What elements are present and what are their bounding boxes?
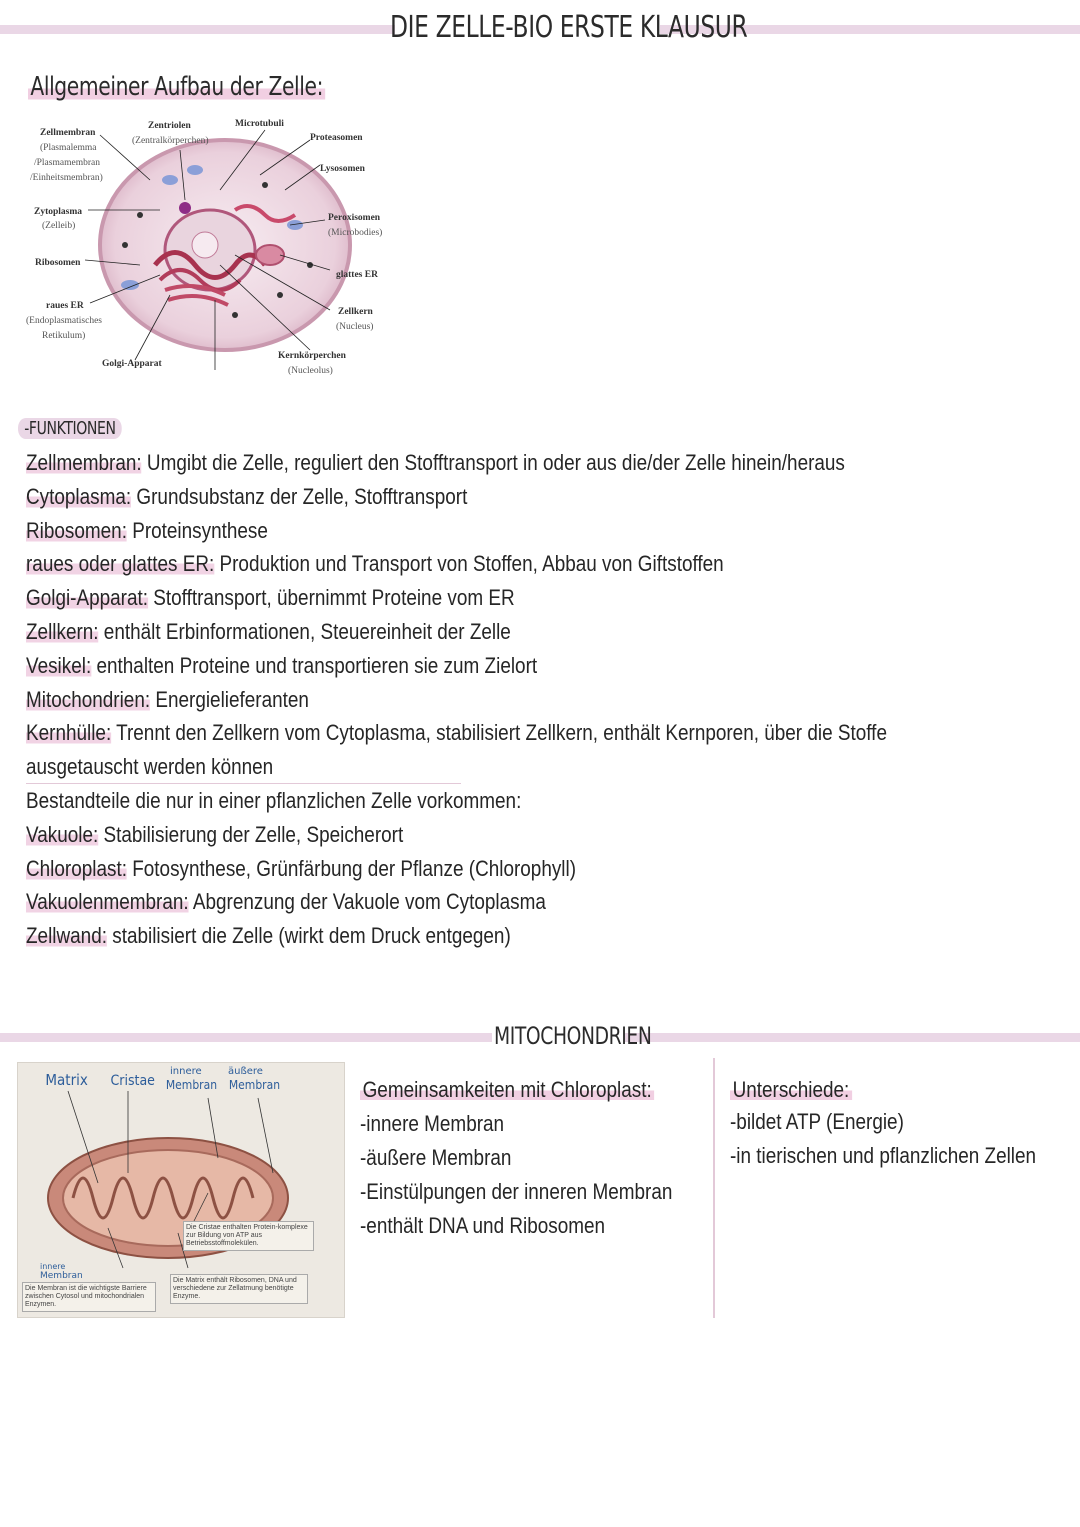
cell-illustration [20,115,400,385]
centriole-shape [179,202,191,214]
vesicle-1 [162,175,178,185]
mitochondrion-shape [256,245,284,265]
label-zytoplasma: Zytoplasma [34,207,83,217]
function-line: Golgi-Apparat: Stofftransport, übernimmt Proteine vom ER [26,585,515,610]
label-nucleolus: (Nucleolus) [288,366,333,376]
divider [26,783,461,784]
label-lysosomen: Lysosomen [320,164,365,174]
plant-line: Zellwand: stabilisiert die Zelle (wirkt dem Druck entgegen) [26,923,511,948]
plant-line: Vakuole: Stabilisierung der Zelle, Speicherort [26,822,404,847]
mito-label-membran-outer: Membran [228,1078,281,1092]
mito-band-right [625,1033,1080,1042]
function-line: ausgetauscht werden können [26,754,274,779]
mito-label-matrix: Matrix [45,1071,88,1089]
plant-line: Chloroplast: Fotosynthese, Grünfärbung der Pflanze (Chlorophyll) [26,856,577,881]
plant-line: Vakuolenmembran: Abgrenzung der Vakuole vom Cytoplasma [26,889,546,914]
mito-diagram [17,1062,345,1318]
mito-box-hand-membran: Membran [40,1271,83,1281]
column-divider [713,1058,715,1318]
section-heading-aufbau [28,72,325,102]
function-line: Zellkern: enthält Erbinformationen, Steuereinheit der Zelle [26,619,511,644]
label-proteasomen: Proteasomen [310,133,363,143]
function-line: Mitochondrien: Energielieferanten [26,687,309,712]
mito-heading: MITOCHONDRIEN [494,1022,652,1050]
function-line: Zellmembran: Umgibt die Zelle, reguliert den Stofftransport in oder aus die/der Zelle hinein/heraus [26,450,845,475]
common-item: -Einstülpungen der inneren Membran [360,1179,673,1204]
common-item: -äußere Membran [360,1145,512,1170]
mito-band-left [0,1033,492,1042]
function-line: Ribosomen: Proteinsynthese [26,518,268,543]
label-endoplasmatisches: (Endoplasmatisches [26,316,102,326]
mito-label-membran-inner-top: Membran [165,1078,218,1092]
plant-intro: Bestandteile die nur in einer pflanzlichen Zelle vorkommen: [26,788,522,813]
section-heading-aufbau-text: Allgemeiner Aufbau der Zelle: [28,72,325,102]
diff-item: -in tierischen und pflanzlichen Zellen [730,1143,1037,1168]
diff-heading: Unterschiede: [730,1076,852,1104]
label-plasmamembran: /Plasmamembran [34,158,100,168]
label-nucleus: (Nucleus) [336,322,374,332]
label-microtubuli: Microtubuli [235,119,284,129]
cell-diagram [20,115,400,385]
functions-heading [18,418,122,439]
label-microbodies: (Microbodies) [328,228,383,238]
mito-label-cristae: Cristae [110,1073,155,1089]
label-zelleib: (Zelleib) [42,221,76,231]
nucleolus-shape [192,232,218,258]
label-zentriolen: Zentriolen [148,121,191,131]
header-band-left [0,25,395,34]
function-line: Kernhülle: Trennt den Zellkern vom Cytoplasma, stabilisiert Zellkern, enthält Kernporen, über die Stoffe [26,720,887,745]
function-line: Vesikel: enthalten Proteine und transportieren sie zum Zielort [26,653,538,678]
label-zentralkoerperchen: (Zentralkörperchen) [132,136,209,146]
label-golgi: Golgi-Apparat [102,359,162,369]
common-item: -enthält DNA und Ribosomen [360,1213,606,1238]
label-zellkern: Zellkern [338,307,373,317]
common-item: -innere Membran [360,1111,505,1136]
vesicle-4 [287,220,303,230]
mito-box-membran: Die Membran ist die wichtigste Barriere zwischen Cytosol und mitochondrialen Enzymen. [22,1282,156,1312]
functions-heading-text: -FUNKTIONEN [18,418,122,439]
label-retikulum: Retikulum) [42,331,86,341]
page-title: DIE ZELLE-BIO ERSTE KLAUSUR [390,10,748,45]
label-kernkoerperchen: Kernkörperchen [278,351,346,361]
diff-item: -bildet ATP (Energie) [730,1109,904,1134]
common-heading: Gemeinsamkeiten mit Chloroplast: [360,1076,654,1104]
mito-label-aeussere: äußere [228,1066,263,1077]
label-plasmalemma: (Plasmalemma [40,143,97,153]
label-glattes-er: glattes ER [336,270,378,280]
function-line: raues oder glattes ER: Produktion und Transport von Stoffen, Abbau von Giftstoffen [26,551,724,576]
mito-box-matrix: Die Matrix enthält Ribosomen, DNA und verschiedene zur Zellatmung benötigte Enzyme. [170,1274,308,1304]
label-ribosomen: Ribosomen [35,258,81,268]
vesicle-3 [121,280,139,290]
label-zellmembran: Zellmembran [40,128,96,138]
label-einheitsmembran: /Einheitsmembran) [30,173,103,183]
mito-box-cristae: Die Cristae enthalten Protein-komplexe zur Bildung von ATP aus Betriebsstoffmolekülen. [183,1221,314,1251]
vesicle-2 [187,165,203,175]
mito-box-hand-innere: innere [40,1262,66,1271]
function-line: Cytoplasma: Grundsubstanz der Zelle, Stofftransport [26,484,468,509]
label-raues-er: raues ER [46,301,84,311]
mito-label-innere-top: innere [170,1066,202,1077]
label-peroxisomen: Peroxisomen [328,213,381,223]
